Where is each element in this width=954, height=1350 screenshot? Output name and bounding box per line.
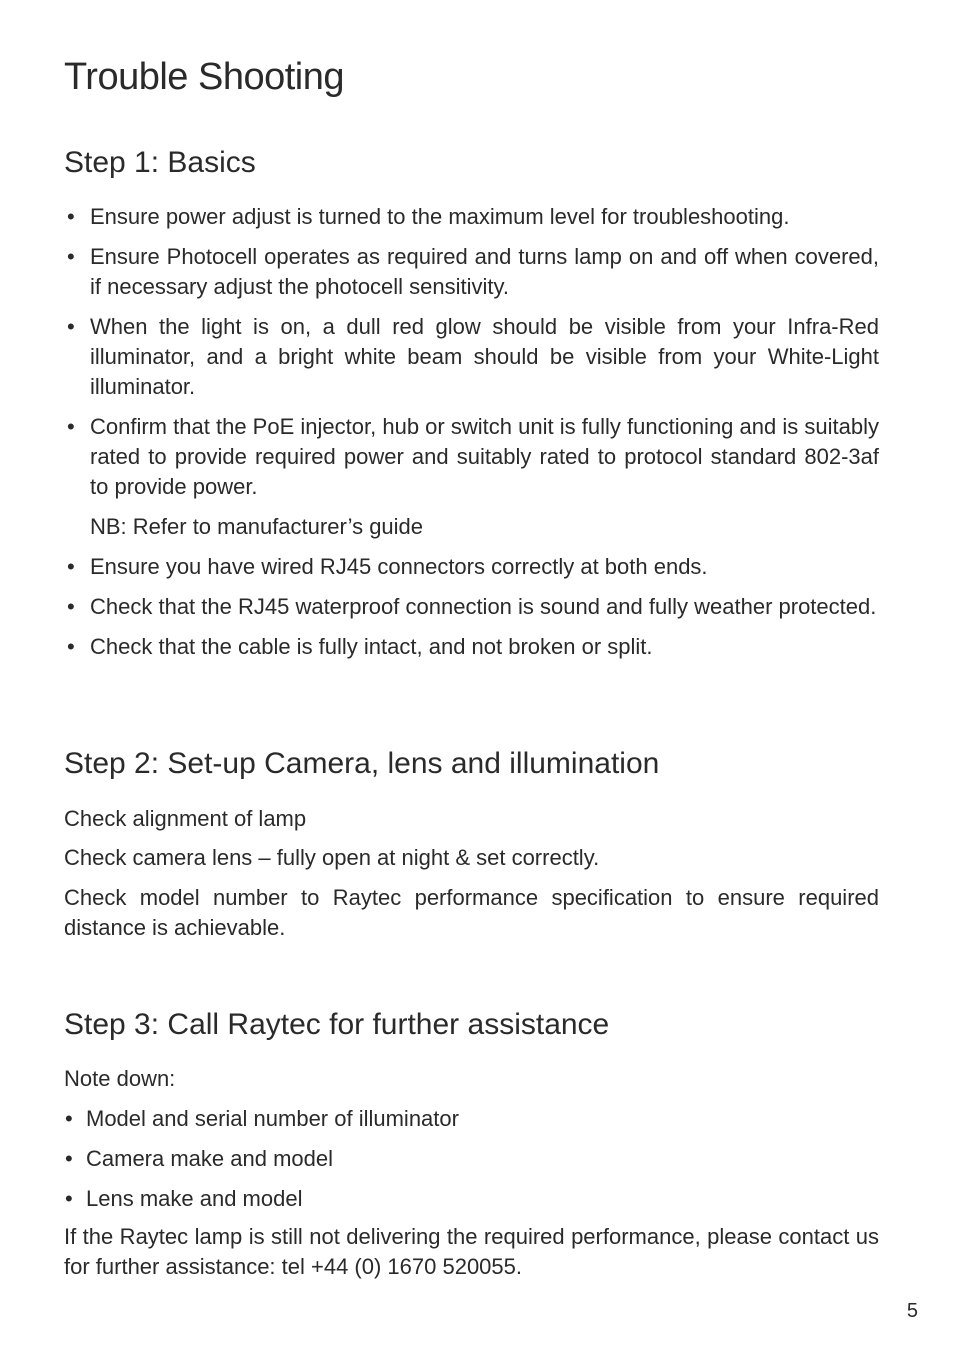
list-item-text: Lens make and model [86, 1186, 303, 1211]
bullet-icon: • [67, 244, 75, 269]
list-item [64, 1184, 879, 1214]
list-item [64, 592, 879, 622]
bullet-icon: • [67, 594, 75, 619]
list-item-text: Check that the cable is fully intact, and not broken or split. [90, 634, 653, 659]
bullet-icon: • [67, 314, 75, 339]
bullet-icon: • [67, 414, 75, 439]
list-item-text: Ensure power adjust is turned to the maximum level for troubleshooting. [90, 204, 790, 229]
list-item-text: Ensure Photocell operates as required and turns lamp on and off when covered, if necessary adjust the photocell sensitivity. [90, 244, 879, 299]
list-item [64, 242, 879, 302]
step3-bullet-list [64, 1104, 879, 1224]
bullet-icon: • [65, 1146, 73, 1171]
list-item [64, 1104, 879, 1134]
step2-paragraph: Check camera lens – fully open at night & set correctly. [64, 845, 600, 870]
note-text: NB: Refer to manufacturer’s guide [90, 514, 424, 539]
list-item [64, 412, 879, 502]
bullet-icon: • [67, 634, 75, 659]
step3-intro: Note down: [64, 1066, 176, 1091]
page-number: 5 [906, 1300, 918, 1322]
list-item-text: Check that the RJ45 waterproof connection is sound and fully weather protected. [90, 594, 877, 619]
step2-heading: Step 2: Set-up Camera, lens and illumination [64, 747, 660, 780]
list-item-text: Confirm that the PoE injector, hub or switch unit is fully functioning and is suitably rated to provide required power and suitably rated to protocol standard 802-3af to provide power. [90, 414, 879, 499]
step3-heading: Step 3: Call Raytec for further assistance [64, 1008, 610, 1041]
list-item [64, 552, 879, 582]
bullet-icon: • [65, 1186, 73, 1211]
step1-heading: Step 1: Basics [64, 146, 256, 179]
list-item-text: Ensure you have wired RJ45 connectors correctly at both ends. [90, 554, 708, 579]
list-item [64, 202, 879, 232]
step3-closing: If the Raytec lamp is still not delivering the required performance, please contact us for further assistance: tel +44 (0) 1670 520055. [64, 1224, 879, 1279]
bullet-icon: • [67, 204, 75, 229]
list-item [64, 312, 879, 402]
step2-paragraph: Check model number to Raytec performance specification to ensure required distance is achievable. [64, 885, 879, 940]
bullet-icon: • [67, 554, 75, 579]
bullet-icon: • [65, 1106, 73, 1131]
list-item [64, 632, 879, 662]
list-item-text: When the light is on, a dull red glow should be visible from your Infra-Red illuminator, and a bright white beam should be visible from your White-Light illuminator. [90, 314, 879, 399]
step1-bullet-list [64, 202, 879, 672]
list-item-text: Camera make and model [86, 1146, 334, 1171]
step2-paragraph: Check alignment of lamp [64, 806, 307, 831]
list-item-text: Model and serial number of illuminator [86, 1106, 459, 1131]
list-item [64, 1144, 879, 1174]
page-title: Trouble Shooting [64, 56, 345, 98]
